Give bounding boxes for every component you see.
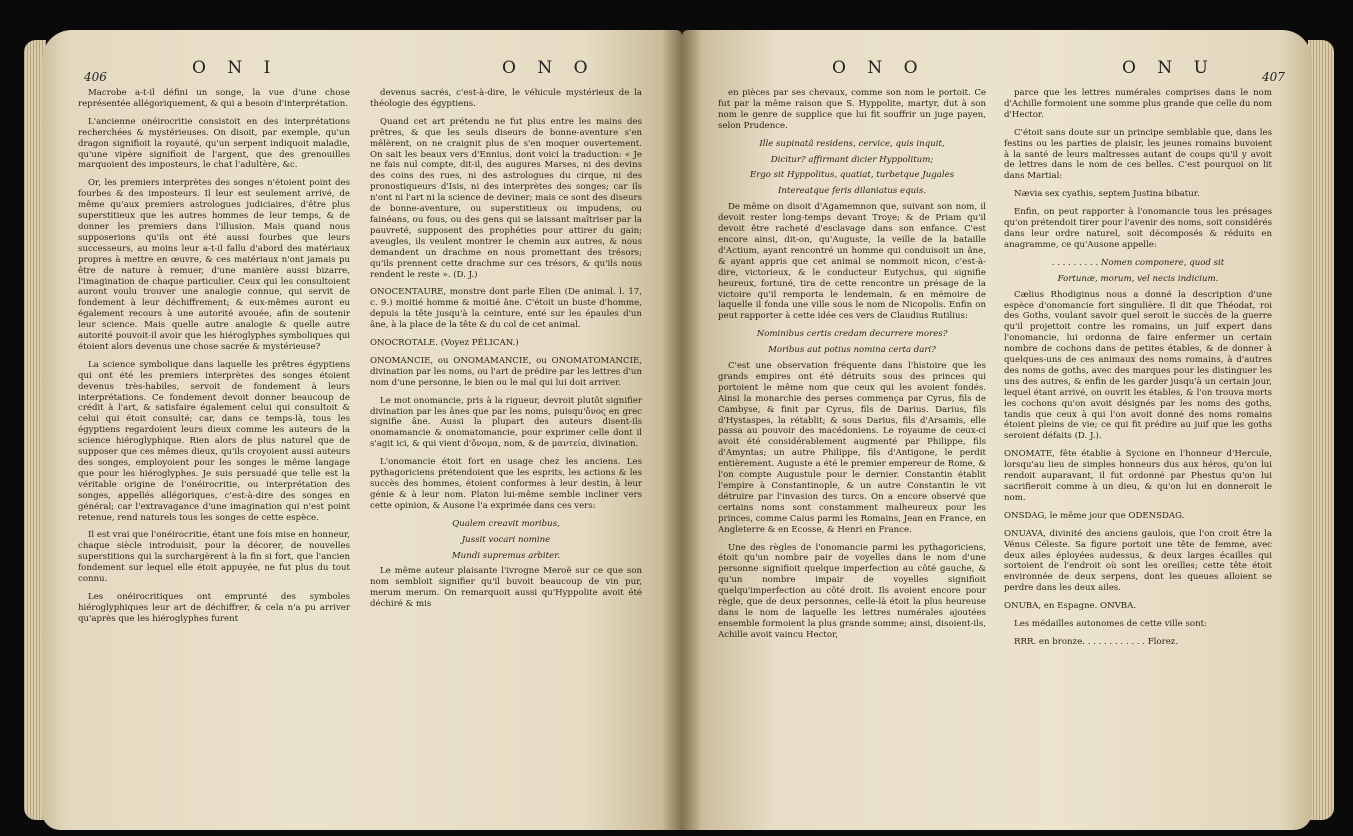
paragraph: L'ancienne onéirocritie consistoit en des interprétations recherchées & mystérieuses. On disoit, par exemple, qu'un dragon signifioit la royauté, qu'un serpent indiquoit maladie, qu'une vipère signifioit de l'argent, que des grenouilles marquoient des imposteurs, le chat l'adultère, &c. xyxy=(78,116,350,171)
verse-line: Jussit vocari nomine xyxy=(461,534,551,545)
page-number: 406 xyxy=(84,70,107,84)
paragraph: Or, les premiers interprètes des songes n'étoient point des fourbes & des imposteurs. Il leur est seulement arrivé, de même qu'aux premiers astrologues judiciaires, d'être plus superstitieux que les autres hommes de leur temps, & de donner les premiers dans l'illusion. Mais quand nous supposerions qu'ils ont été aussi fourbes que leurs successeurs, au moins leur a-t-il fallu d'abord des matériaux propres à mettre en œuvre, & ces matériaux n'ont jamais pu être de nature à remuer, d'une manière aussi bizarre, l'imagination de chaque particulier. Ceux qui les consultoient auront voulu trouver une analogie connue, qui servit de fondement à leur déchiffrement; & eux-mêmes auront eu également recours à une autorité avouée, afin de soutenir leur science. Mais quelle autre analogie & quelle autre autorité pouvoit-il avoir que les hiéroglyphes symboliques qui étoient alors devenus une chose sacrée & mystérieuse? xyxy=(78,178,350,352)
running-head-right: O N U xyxy=(1122,58,1216,78)
verse-line: Qualem creavit moribus, xyxy=(452,518,560,529)
verse-line: Ille supinatâ residens, cervice, quis inquit, xyxy=(759,138,945,149)
dictionary-entry: ONUAVA, divinité des anciens gaulois, que l'on croit être la Vénus Céleste. Sa figure portoit une tête de femme, avec deux ailes éployées audessus, & deux larges écailles qui sortoient de l'endroit où sont les oreilles; cette tête étoit environnée de deux serpens, dont les queues alloient se perdre dans les deux ailes. xyxy=(1004,528,1272,594)
paragraph: La science symbolique dans laquelle les prêtres égyptiens qui ont été les premiers interprètes des songes étoient devenus très-habiles, servoit de fondement à leurs interprétations. Ce fondement devoit donner beaucoup de crédit à l'art, & satisfaire également celui qui consultoit & celui qui étoit consulté; car, dans ce temps-là, tous les égyptiens regardoient leurs dieux comme les auteurs de la science hiéroglyphique. Rien alors de plus naturel que de supposer que ces mêmes dieux, qu'ils croyoient aussi auteurs des songes, employoient pour les songes le même langage que pour les hiéroglyphes. Je suis persuadé que telle est la véritable origine de l'onéirocritie, ou interprétation des songes, appellés allégoriques, c'est-à-dire des songes en général; car l'extravagance d'une imagination qui n'est point retenue, rend naturels tous les songes de cette espèce. xyxy=(78,359,350,523)
paragraph: De même on disoit d'Agamemnon que, suivant son nom, il devoit rester long-temps devant Troye; & de Priam qu'il devoit être racheté d'esclavage dans son enfance. C'est encore ainsi, dit-on, qu'Auguste, la veille de la bataille d'Actium, ayant rencontré un homme qui conduisoit un âne, & ayant appris que cet animal se nommoit nicon, c'est-à-dire, victorieux, & le conducteur Eutychus, qui signifie heureux, fortuné, tira de cette rencontre un présage de la victoire qu'il remporta le lendemain, & en mémoire de laquelle il fonda une ville sous le nom de Nicopolis. Enfin on peut rapporter à cette idée ces vers de Claudius Rutilius: xyxy=(718,202,986,322)
verse-line: Dicitur? affirmant dicier Hyppolitum; xyxy=(770,154,934,165)
dictionary-entry: ONUBA, en Espagne. ONVBA. xyxy=(1004,601,1137,612)
paragraph: Une des règles de l'onomancie parmi les pythagoriciens, étoit qu'un nombre pair de voyelles dans le nom d'une personne signifioit quelque imperfection au côté gauche, & qu'un nombre impair de voyelles signifioit quelqu'imperfection au côté droit. Ils avoient encore pour règle, que de deux personnes, celle-là étoit la plus heureuse dans le nom de laquelle les lettres numérales ajoutées ensemble formoient la plus grande somme; ainsi, disoient-ils, Achille avoit vaincu Hector, xyxy=(718,542,986,640)
dictionary-entry: ONOMANCIE, ou ONOMAMANCIE, ou ONOMATOMANCIE, divination par les noms, ou l'art de prédire par les lettres d'un nom d'une personne, le bien ou le mal qui lui doit arriver. xyxy=(370,355,642,388)
text-column-left xyxy=(78,88,350,632)
paragraph: devenus sacrés, c'est-à-dire, le véhicule mystérieux de la théologie des égyptiens. xyxy=(370,88,642,109)
paragraph: parce que les lettres numérales comprises dans le nom d'Achille formoient une somme plus grande que celle du nom d'Hector. xyxy=(1004,88,1272,120)
paragraph: L'onomancie étoit fort en usage chez les anciens. Les pythagoriciens prétendoient que les esprits, les actions & les succès des hommes, étoient conformes à leur destin, à leur génie & à leur nom. Platon lui-même semble incliner vers cette opinion, & Ausone l'a exprimée dans ces vers: xyxy=(370,457,642,511)
verse-line: Moribus aut potius nomina certa dari? xyxy=(768,345,936,356)
dictionary-entry: ONOCENTAURE, monstre dont parle Elien (De animal. l. 17, c. 9.) moitié homme & moitié âne. C'étoit un buste d'homme, depuis la tête jusqu'à la ceinture, enté sur les épaules d'un âne, à la place de la tête & du col de cet animal. xyxy=(370,287,642,331)
paragraph: Quand cet art prétendu ne fut plus entre les mains des prêtres, & que les seuls diseurs de bonne-aventure s'en mêlèrent, on ne craignit plus de s'en moquer ouvertement. On sait les beaux vers d'Ennius, dont voici la traduction: « Je ne fais nul compte, dit-il, des augures Marses, ni des devins des coins des rues, ni des astrologues du cirque, ni des pronostiqueurs d'Isis, ni des interprètes des songes; car ils n'ont ni l'art ni la science de deviner; mais ce sont des diseurs de bonne-aventure, ou superstitieux ou impudens, ou fainéans, ou fous, ou des gens qui se laissant maîtriser par la pauvreté, supposent des prophéties pour attirer du gain; aveugles, ils veulent montrer le chemin aux autres, & nous demandent un drachme en nous promettant des trésors; qu'ils prennent cette drachme sur ces trésors, & qu'ils nous rendent le reste ». (D. J.) xyxy=(370,116,642,280)
verse-line: Ergo sit Hyppolitus, quatiat, turbetque Jugales xyxy=(749,170,955,181)
paragraph: Le même auteur plaisante l'ivrogne Meroë sur ce que son nom sembloit signifier qu'il buvoit beaucoup de vin pur, merum merum. On remarquoit aussi qu'Hyppolite avoit été déchiré & mis xyxy=(370,566,642,610)
running-head-left: O N I xyxy=(192,58,279,78)
verse-line: Intereatque feris dilaniatus equis. xyxy=(777,186,927,197)
paragraph: Les médailles autonomes de cette ville sont: xyxy=(1014,619,1207,630)
text-column-right xyxy=(370,88,642,617)
page-number: 407 xyxy=(1262,70,1285,84)
paragraph: Macrobe a-t-il défini un songe, la vue d'une chose représentée allégoriquement, & qui a besoin d'interprétation. xyxy=(78,88,350,109)
dictionary-entry: ONOCROTALE. (Voyez PÉLICAN.) xyxy=(370,338,519,349)
open-book xyxy=(42,30,1312,830)
paragraph: Le mot onomancie, pris à la rigueur, devroit plutôt signifier divination par les ânes que par les noms, puisqu'ὄνος en grec signifie âne. Aussi la plupart des auteurs disent-ils onomamancie & onomatomancie, pour exprimer celle dont il s'agit ici, & qui vient d'ὄνομα, nom, & de μαντεία, divination. xyxy=(370,395,642,450)
paragraph: Nævia sex cyathis, septem Justina bibatur. xyxy=(1014,189,1200,200)
paragraph: Les onéirocritiques ont emprunté des symboles hiéroglyphiques leur art de déchiffrer, & cela n'a pu arriver qu'après que les hiéroglyphes furent xyxy=(78,591,350,624)
text-column-left xyxy=(718,88,986,648)
verse-line: . . . . . . . . . Nomen componere, quod sit xyxy=(1051,257,1225,268)
verse-line: Mundi supremus arbiter. xyxy=(451,550,561,561)
verse-line: Fortunæ, morum, vel necis indicium. xyxy=(1057,273,1219,284)
left-page xyxy=(42,30,682,830)
paragraph: Enfin, on peut rapporter à l'onomancie tous les présages qu'on prétendoit tirer pour l'avenir des noms, soit considérés dans leur ordre naturel, soit décomposés & réduits en anagramme, ce qu'Ausone appelle: xyxy=(1004,207,1272,250)
paragraph: Cælius Rhodiginus nous a donné la description d'une espèce d'onomancie fort singulière. Il dit que Théodat, roi des Goths, voulant savoir quel seroit le succès de la guerre qu'il projettoit contre les romains, un juif expert dans l'onomancie, lui ordonna de faire enfermer un certain nombre de cochons dans de petites étables, & de donner à quelques-uns de ces animaux des noms romains, à d'autres des noms de goths, avec des marques pour les distinguer les uns des autres, & enfin de les garder jusqu'à un certain jour, lequel étant arrivé, on ouvrit les étables, & l'on trouva morts les cochons qu'on avoit désignés par les noms des goths, tandis que ceux à qui l'on avoit donné des noms romains étoient pleins de vie; ce qui fit prédire au juif que les goths seroient défaits (D. J.). xyxy=(1004,289,1272,442)
dictionary-entry: ONSDAG, le même jour que ODENSDAG. xyxy=(1004,510,1185,521)
paragraph: RRR. en bronze. . . . . . . . . . . . Florez. xyxy=(1014,636,1179,647)
running-head-right: O N O xyxy=(502,58,596,78)
verse-line: Nominibus certis credam decurrere mores? xyxy=(756,329,948,340)
paragraph: C'est une observation fréquente dans l'histoire que les grands empires ont été détruits sous des princes qui portoient le même nom que ceux qui les avoient fondés. Ainsi la monarchie des perses commença par Cyrus, fils de Cambyse, & finit par Cyrus, fils de Darius. Darius, fils d'Hystaspes, la rétablit; & sous Darius, fils d'Arsamis, elle passa au pouvoir des macédoniens. Le royaume de ceux-ci avoit été considérablement augmenté par Philippe, fils d'Amyntas; un autre Philippe, fils d'Antigone, le perdit entièrement. Auguste a été le premier empereur de Rome, & l'on compte Augustule pour le dernier. Constantin établit l'empire à Constantinople, & un autre Constantin le vit détruire par l'invasion des turcs. On a encore observé que certains noms sont constamment malheureux pour les princes, comme Caius parmi les Romains, Jean en France, en Angleterre & en Ecosse, & Henri en France. xyxy=(718,361,986,535)
paragraph: C'étoit sans doute sur un principe semblable que, dans les festins ou les parties de plaisir, les jeunes romains buvoient à la santé de leurs maîtresses autant de coups qu'il y avoit de lettres dans le nom de ces belles. C'est pourquoi on lit dans Martial: xyxy=(1004,127,1272,182)
right-page xyxy=(682,30,1312,830)
paragraph: en pièces par ses chevaux, comme son nom le portoit. Ce fut par la même raison que S. Hyppolite, martyr, dut à son nom le genre de supplice que lui fit souffrir un juge payen, selon Prudence. xyxy=(718,88,986,131)
text-column-right xyxy=(1004,88,1272,655)
dictionary-entry: ONOMATE, fête établie à Sycione en l'honneur d'Hercule, lorsqu'au lieu de simples honneurs dus aux héros, qu'on lui rendoit auparavant, il fut ordonné par Phestus qu'on lui sacrifieroit comme à un dieu, & qu'on lui en donneroit le nom. xyxy=(1004,449,1272,503)
running-head-left: O N O xyxy=(832,58,926,78)
paragraph: Il est vrai que l'onéirocritie, étant une fois mise en honneur, chaque siècle introduisit, pour la décorer, de nouvelles superstitions qui la surchargèrent à la fin si fort, que l'ancien fondement sur lequel elle étoit appuyée, ne fut plus du tout connu. xyxy=(78,530,350,585)
